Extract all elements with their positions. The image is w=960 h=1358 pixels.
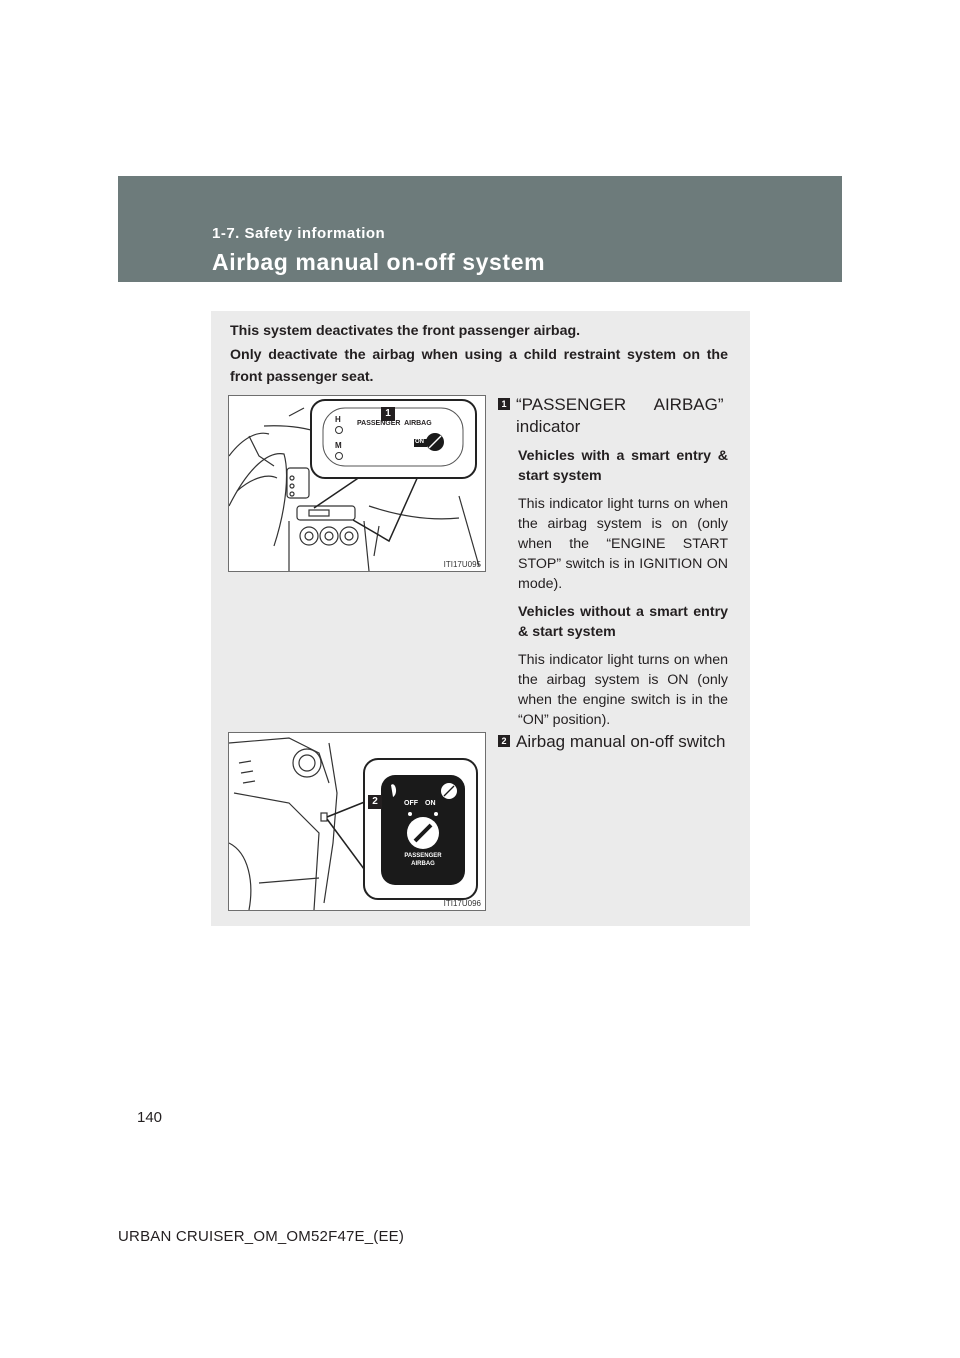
figure-code: ITI17U095 (443, 560, 481, 569)
item-title-line-2: indicator (516, 417, 581, 436)
subheading-no-smart-entry: Vehicles without a smart entry & start system (518, 604, 728, 640)
dashboard-indicator-illustration (228, 395, 486, 572)
item-airbag-manual-switch (498, 731, 728, 753)
intro-line-1: This system deactivates the front passenger airbag. (230, 323, 581, 339)
airbag-switch-illustration (228, 732, 486, 911)
item-title: Airbag manual on-off switch (516, 732, 726, 751)
item-title-line-1: “PASSENGER AIRBAG” (516, 395, 724, 414)
switch-label-line-2: AIRBAG (411, 861, 435, 867)
page-number: 140 (137, 1109, 163, 1126)
callout-badge-1: 1 (381, 407, 395, 421)
intro-line-2: Only deactivate the airbag when using a child restraint system on the front passenger seat. (230, 347, 728, 385)
switch-drawing (229, 733, 485, 910)
description-smart-entry: This indicator light turns on when the airbag system is on (only when the “ENGINE START STOP” switch is in IGNITION ON mode). (518, 496, 728, 592)
item-number-badge: 2 (498, 735, 510, 747)
switch-label-line-1: PASSENGER (404, 853, 442, 859)
passenger-airbag-label: PASSENGER AIRBAG (357, 420, 432, 427)
mode-h-label: H (335, 415, 341, 424)
item-body (518, 446, 728, 730)
mode-m-label: M (335, 441, 342, 450)
figure-code: ITI17U096 (443, 899, 481, 908)
content-panel (211, 311, 750, 926)
footer-document-code: URBAN CRUISER_OM_OM52F47E_(EE) (118, 1228, 405, 1245)
intro-text (230, 320, 728, 390)
switch-on-label: ON (425, 800, 436, 807)
callout-badge-2: 2 (368, 795, 382, 809)
section-header (118, 176, 842, 282)
description-no-smart-entry: This indicator light turns on when the airbag system is ON (only when the engine switch is in the “ON” position). (518, 652, 728, 728)
item-passenger-airbag-indicator (498, 394, 728, 730)
page-title: Airbag manual on-off system (212, 249, 546, 275)
indicator-on-label: ON (415, 439, 424, 445)
subheading-smart-entry: Vehicles with a smart entry & start system (518, 448, 728, 484)
item-number-badge: 1 (498, 398, 510, 410)
switch-off-label: OFF (404, 800, 418, 807)
section-label: 1-7. Safety information (212, 225, 386, 242)
